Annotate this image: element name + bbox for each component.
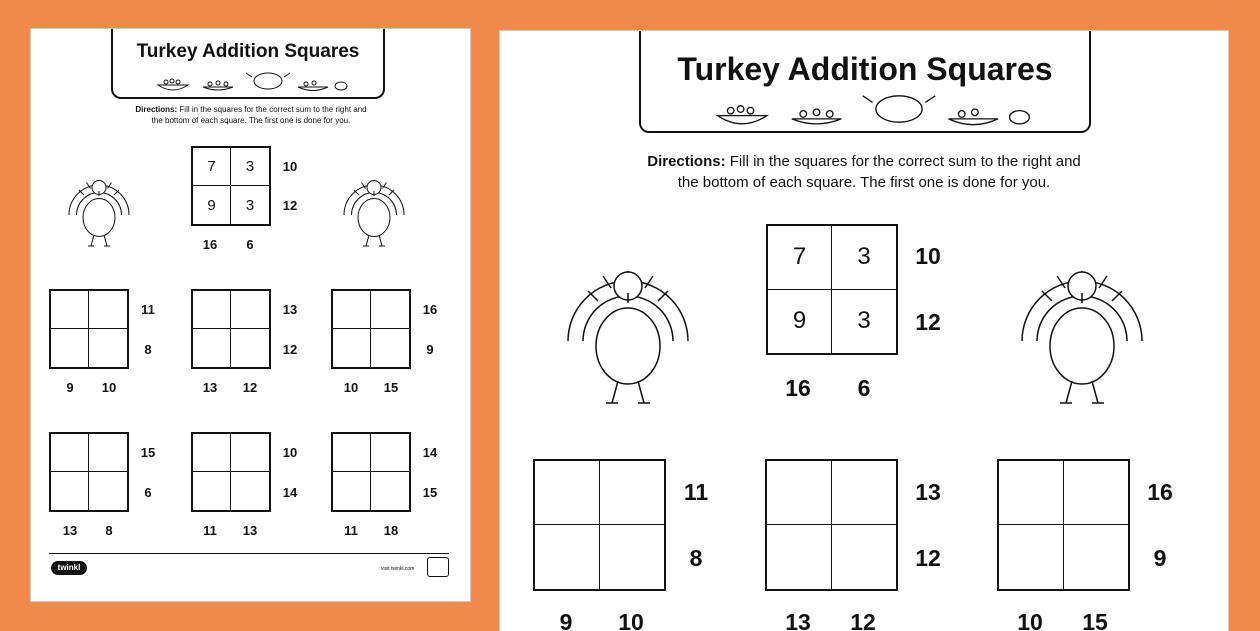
example-cell: 7 bbox=[193, 148, 231, 186]
puzzle-square-4 bbox=[49, 432, 129, 512]
puzzle-square-1 bbox=[533, 459, 666, 591]
example-col-sum-2: 6 bbox=[857, 375, 871, 401]
puzzle-5-row-sum-1: 10 bbox=[282, 445, 298, 460]
directions-line-1: Fill in the squares for the correct sum to the right and bbox=[729, 153, 1081, 170]
directions-text bbox=[61, 104, 441, 126]
example-col-sum-1: 16 bbox=[785, 375, 811, 401]
directions-line-1: Fill in the squares for the correct sum to the right and bbox=[179, 105, 367, 114]
example-row-sum-2: 12 bbox=[915, 309, 941, 335]
example-cell: 3 bbox=[832, 226, 896, 290]
example-cell: 9 bbox=[768, 290, 832, 354]
puzzle-1-col-sum-2: 10 bbox=[618, 609, 644, 631]
puzzle-1-row-sum-2: 8 bbox=[689, 545, 703, 571]
puzzle-2-col-sum-1: 13 bbox=[785, 609, 811, 631]
puzzle-2-row-sum-2: 12 bbox=[282, 342, 298, 357]
footer-divider bbox=[49, 553, 449, 554]
puzzle-4-col-sum-2: 8 bbox=[105, 523, 113, 538]
turkey-illustration-right bbox=[1002, 231, 1162, 411]
twinkl-logo: twinkl bbox=[51, 561, 87, 575]
puzzle-4-col-sum-1: 13 bbox=[62, 523, 78, 538]
puzzle-square-3 bbox=[331, 289, 411, 369]
puzzle-2-row-sum-1: 13 bbox=[282, 302, 298, 317]
directions-line-2: the bottom of each square. The first one is done for you. bbox=[151, 116, 351, 126]
example-col-sum-1: 16 bbox=[202, 237, 218, 252]
puzzle-square-6 bbox=[331, 432, 411, 512]
example-square bbox=[766, 224, 898, 355]
puzzle-square-1 bbox=[49, 289, 129, 369]
worksheet-title: Turkey Addition Squares bbox=[677, 51, 1053, 87]
worksheet-preview-small bbox=[31, 29, 470, 601]
puzzle-3-col-sum-2: 15 bbox=[1082, 609, 1108, 631]
puzzle-3-col-sum-1: 10 bbox=[1017, 609, 1043, 631]
example-col-sum-2: 6 bbox=[246, 237, 254, 252]
puzzle-3-row-sum-2: 9 bbox=[426, 342, 434, 357]
directions-label: Directions: bbox=[135, 105, 178, 114]
footer-url: visit twinkl.com bbox=[381, 566, 415, 572]
puzzle-3-row-sum-1: 16 bbox=[1147, 479, 1173, 505]
puzzle-3-col-sum-1: 10 bbox=[343, 380, 359, 395]
directions-label: Directions: bbox=[647, 153, 726, 170]
example-cell: 9 bbox=[193, 186, 231, 224]
example-cell: 7 bbox=[768, 226, 832, 290]
puzzle-square-2 bbox=[191, 289, 271, 369]
turkey-illustration-left bbox=[59, 149, 139, 261]
worksheet-preview-large bbox=[500, 31, 1228, 631]
food-illustration bbox=[701, 89, 1031, 129]
puzzle-square-3 bbox=[997, 459, 1130, 591]
puzzle-4-row-sum-1: 15 bbox=[140, 445, 156, 460]
turkey-illustration-right bbox=[334, 149, 414, 261]
puzzle-5-row-sum-2: 14 bbox=[282, 485, 298, 500]
title-banner bbox=[639, 31, 1091, 133]
puzzle-6-row-sum-1: 14 bbox=[422, 445, 438, 460]
example-cell: 3 bbox=[231, 148, 269, 186]
food-illustration bbox=[148, 69, 348, 93]
example-row-sum-1: 10 bbox=[282, 159, 298, 174]
puzzle-1-row-sum-2: 8 bbox=[144, 342, 152, 357]
puzzle-1-col-sum-1: 9 bbox=[559, 609, 573, 631]
puzzle-6-col-sum-1: 11 bbox=[344, 523, 358, 538]
turkey-illustration-left bbox=[548, 231, 708, 411]
example-square bbox=[191, 146, 271, 226]
puzzle-2-col-sum-2: 12 bbox=[242, 380, 258, 395]
worksheet-title: Turkey Addition Squares bbox=[136, 41, 360, 62]
puzzle-1-row-sum-1: 11 bbox=[683, 479, 709, 505]
puzzle-4-row-sum-2: 6 bbox=[144, 485, 152, 500]
puzzle-2-col-sum-1: 13 bbox=[202, 380, 218, 395]
puzzle-5-col-sum-2: 13 bbox=[242, 523, 258, 538]
directions-text bbox=[560, 151, 1168, 193]
puzzle-2-row-sum-1: 13 bbox=[915, 479, 941, 505]
example-cell: 3 bbox=[857, 307, 871, 335]
puzzle-2-row-sum-2: 12 bbox=[915, 545, 941, 571]
puzzle-square-2 bbox=[765, 459, 898, 591]
puzzle-6-row-sum-2: 15 bbox=[422, 485, 438, 500]
example-row-sum-1: 10 bbox=[915, 243, 941, 269]
puzzle-1-col-sum-2: 10 bbox=[101, 380, 117, 395]
puzzle-2-col-sum-2: 12 bbox=[850, 609, 876, 631]
puzzle-5-col-sum-1: 11 bbox=[203, 523, 217, 538]
title-banner bbox=[111, 29, 385, 99]
example-row-sum-2: 12 bbox=[282, 198, 298, 213]
puzzle-6-col-sum-2: 18 bbox=[383, 523, 399, 538]
puzzle-3-row-sum-1: 16 bbox=[422, 302, 438, 317]
footer-badge bbox=[427, 557, 449, 577]
directions-line-2: the bottom of each square. The first one is done for you. bbox=[677, 174, 1051, 191]
puzzle-3-col-sum-2: 15 bbox=[383, 380, 399, 395]
puzzle-1-col-sum-1: 9 bbox=[66, 380, 74, 395]
puzzle-1-row-sum-1: 11 bbox=[141, 302, 155, 317]
puzzle-3-row-sum-2: 9 bbox=[1153, 545, 1167, 571]
puzzle-square-5 bbox=[191, 432, 271, 512]
example-cell: 3 bbox=[245, 196, 255, 214]
